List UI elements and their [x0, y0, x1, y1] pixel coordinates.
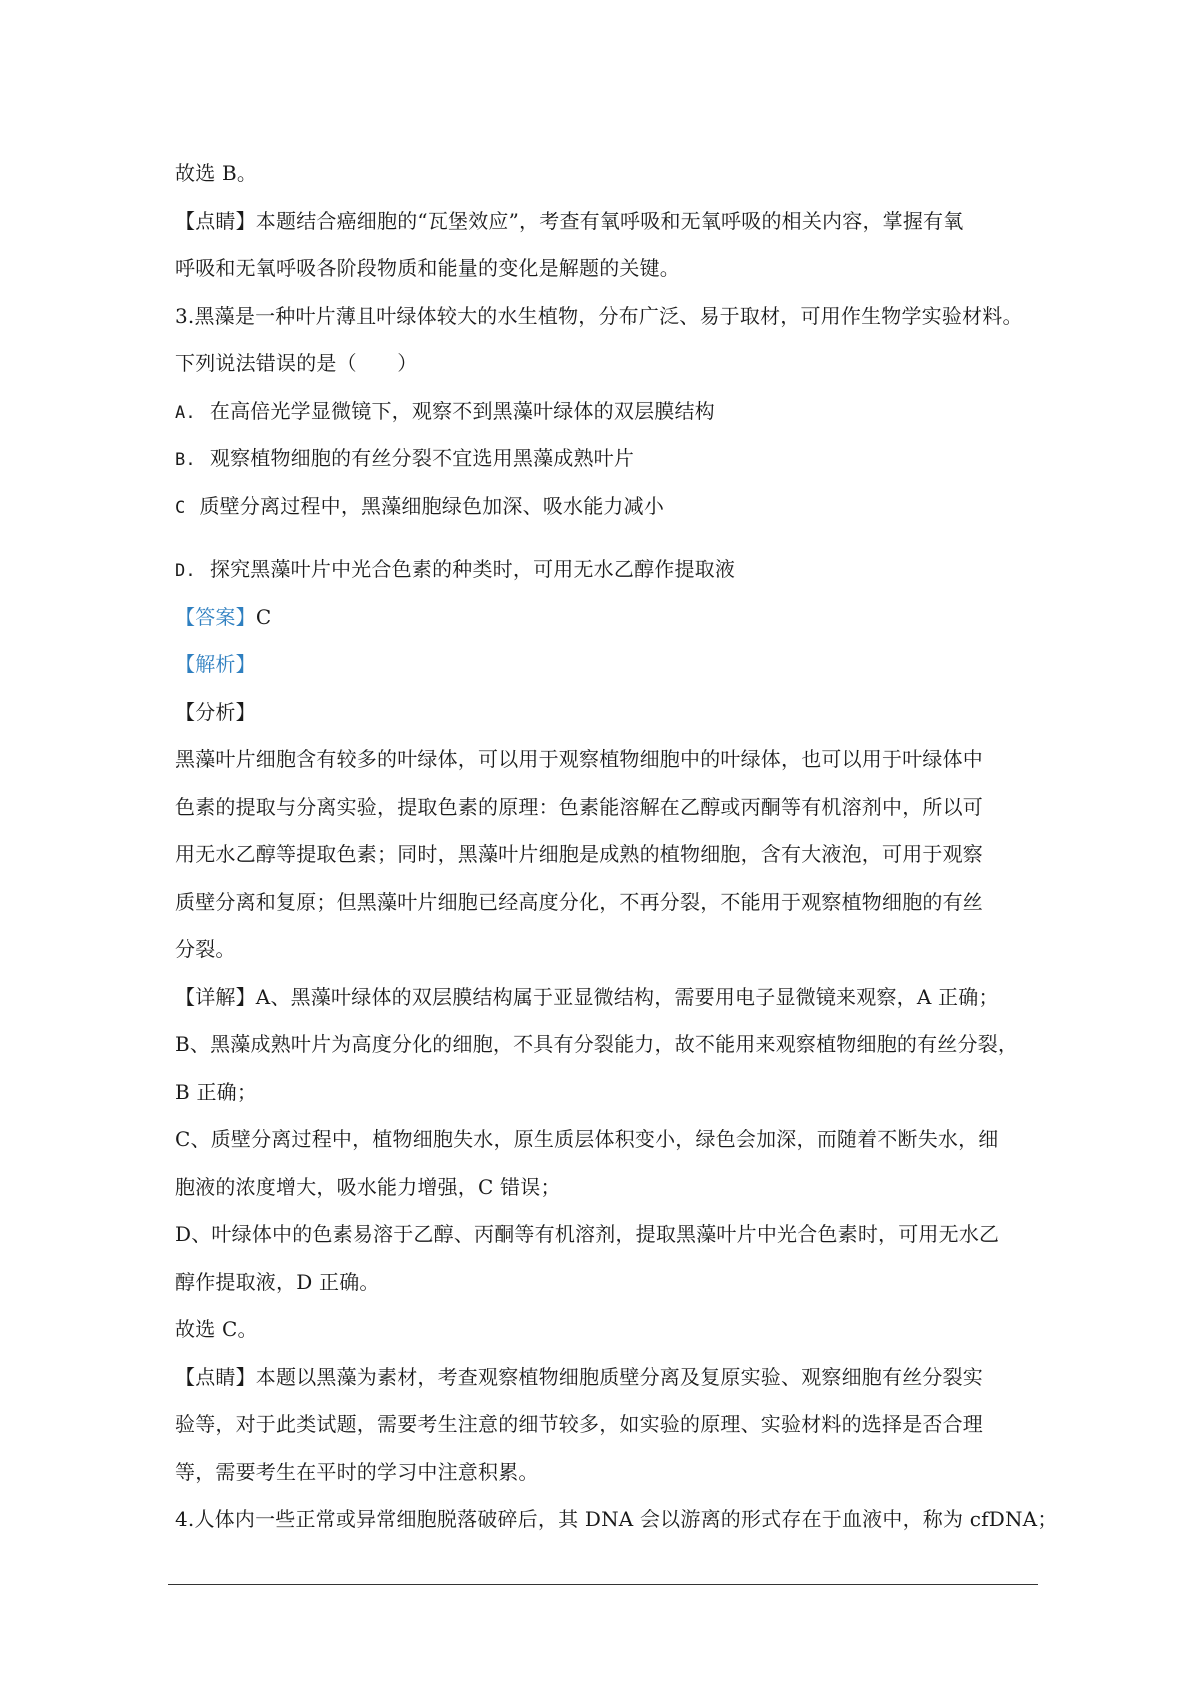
- detail-line: B、黑藻成熟叶片为高度分化的细胞，不具有分裂能力，故不能用来观察植物细胞的有丝分裂，: [175, 1032, 1019, 1056]
- detail-line: C、质壁分离过程中，植物细胞失水，原生质层体积变小，绿色会加深，而随着不断失水，细: [175, 1127, 999, 1151]
- option-c-label: C: [175, 497, 186, 518]
- answer-tag: 【答案】: [175, 604, 256, 629]
- option-d: [175, 546, 1037, 594]
- analysis-paragraph-line: 色素的提取与分离实验，提取色素的原理：色素能溶解在乙醇或丙酮等有机溶剂中，所以可: [175, 794, 983, 819]
- detail-line: 醇作提取液，D 正确。: [175, 1269, 380, 1294]
- question-4-stem: 4.人体内一些正常或异常细胞脱落破碎后，其 DNA 会以游离的形式存在于血液中，称为 cfDNA；: [175, 1507, 1058, 1531]
- option-c: [175, 483, 1037, 531]
- question-3-stem: 3.黑藻是一种叶片薄且叶绿体较大的水生植物，分布广泛、易于取材，可用作生物学实验材料。: [175, 303, 1023, 328]
- answer-line: [175, 594, 1037, 642]
- dianjing-line: 【点睛】本题以黑藻为素材，考查观察植物细胞质壁分离及复原实验、观察细胞有丝分裂实: [175, 1364, 983, 1389]
- dianjing-line: 等，需要考生在平时的学习中注意积累。: [175, 1459, 539, 1484]
- analysis-paragraph-line: 分裂。: [175, 937, 236, 961]
- detail-line: D、叶绿体中的色素易溶于乙醇、丙酮等有机溶剂，提取黑藻叶片中光合色素时，可用无水乙: [175, 1222, 1000, 1246]
- option-b: [175, 435, 1037, 483]
- analysis-paragraph-line: 质壁分离和复原；但黑藻叶片细胞已经高度分化，不再分裂，不能用于观察植物细胞的有丝: [175, 889, 983, 914]
- detail-line: B 正确；: [175, 1079, 258, 1104]
- document-page: [175, 150, 1058, 1544]
- analysis-paragraph-line: 黑藻叶片细胞含有较多的叶绿体，可以用于观察植物细胞中的叶绿体，也可以用于叶绿体中: [175, 747, 983, 771]
- fenxi-heading: 【分析】: [175, 699, 256, 724]
- dianjing-line: 【点睛】本题结合癌细胞的“瓦堡效应”，考查有氧呼吸和无氧呼吸的相关内容，掌握有氧: [175, 208, 964, 233]
- option-b-label: B.: [175, 450, 196, 470]
- answer-value: C: [255, 604, 272, 629]
- analysis-paragraph-line: 用无水乙醇等提取色素；同时，黑藻叶片细胞是成熟的植物细胞，含有大液泡，可用于观察: [175, 842, 983, 866]
- option-b-text: 观察植物细胞的有丝分裂不宜选用黑藻成熟叶片: [209, 446, 635, 470]
- text-line: 故选 B。: [175, 161, 258, 185]
- option-d-label: D.: [175, 561, 196, 581]
- analysis-tag: 【解析】: [175, 652, 256, 676]
- detail-line: 故选 C。: [175, 1317, 258, 1341]
- option-a: [175, 388, 1037, 436]
- footer-rule: [168, 1584, 1038, 1585]
- option-a-label: A.: [175, 402, 196, 423]
- detail-line: 【详解】A、黑藻叶绿体的双层膜结构属于亚显微结构，需要用电子显微镜来观察，A 正确；: [175, 984, 999, 1009]
- question-3-prompt: 下列说法错误的是（ ）: [175, 351, 418, 375]
- option-a-text: 在高倍光学显微镜下，观察不到黑藻叶绿体的双层膜结构: [209, 398, 715, 423]
- detail-line: 胞液的浓度增大，吸水能力增强，C 错误；: [175, 1174, 561, 1199]
- dianjing-line: 验等，对于此类试题，需要考生注意的细节较多，如实验的原理、实验材料的选择是否合理: [175, 1412, 983, 1436]
- option-d-text: 探究黑藻叶片中光合色素的种类时，可用无水乙醇作提取液: [209, 557, 736, 581]
- option-c-text: 质壁分离过程中，黑藻细胞绿色加深、吸水能力减小: [199, 493, 665, 518]
- text-line: 呼吸和无氧呼吸各阶段物质和能量的变化是解题的关键。: [175, 256, 680, 280]
